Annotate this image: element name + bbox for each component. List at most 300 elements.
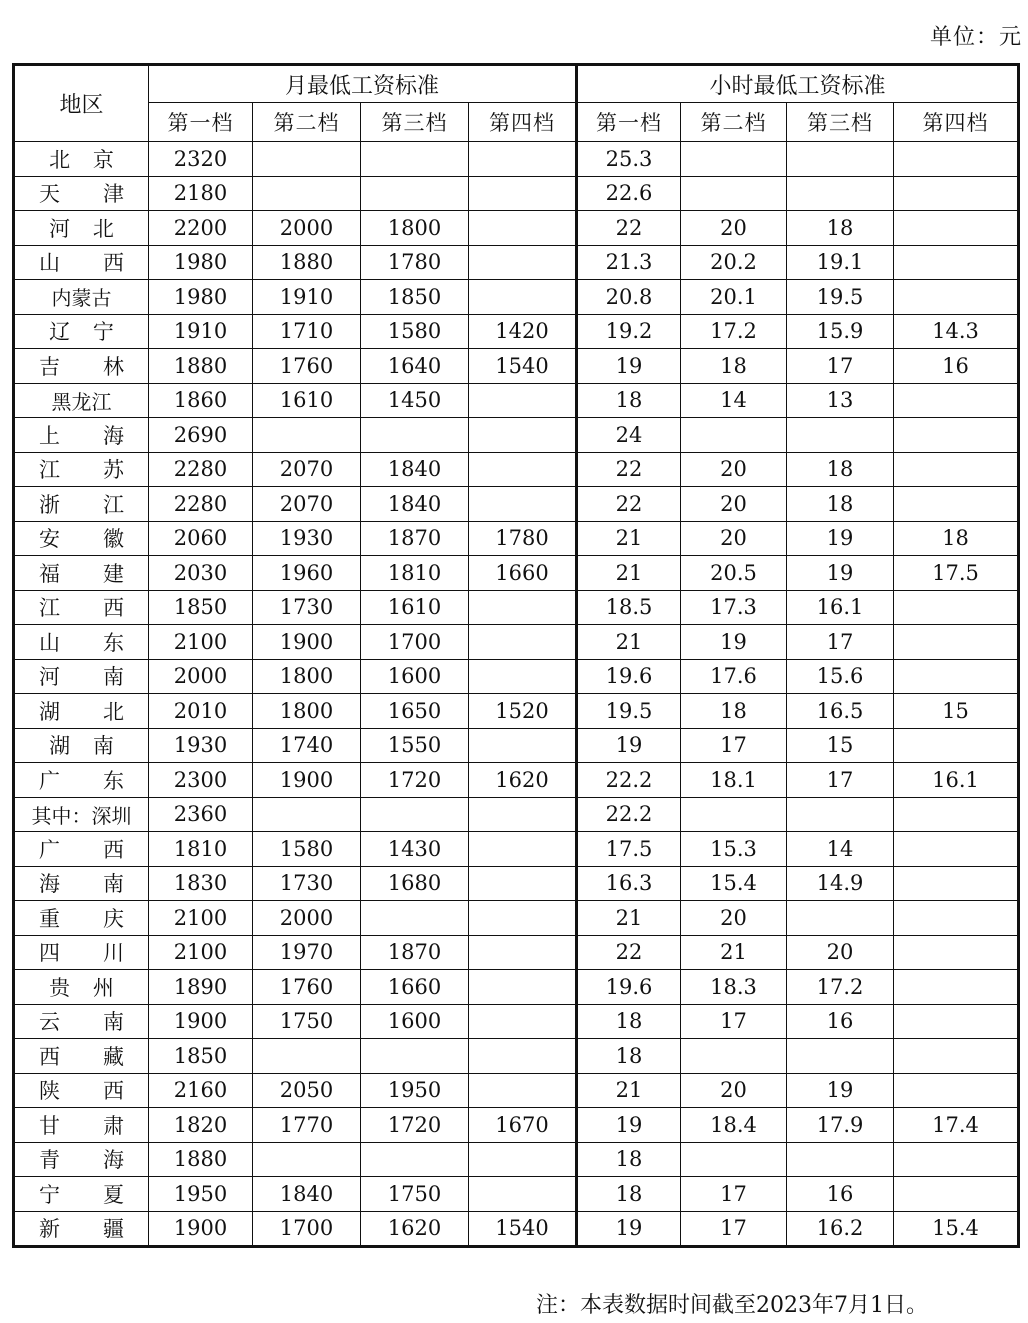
monthly-value-cell [469,625,577,660]
region-cell: 河 南 [14,659,149,694]
table-row [14,211,1019,246]
hourly-tier-4-header: 第四档 [894,103,1019,142]
table-row [14,349,1019,384]
monthly-value-cell: 1720 [361,1108,469,1143]
hourly-value-cell: 18 [577,1177,681,1212]
hourly-value-cell: 20 [681,901,787,936]
monthly-value-cell: 1620 [469,763,577,798]
region-cell: 四 川 [14,935,149,970]
table-row [14,866,1019,901]
monthly-value-cell: 1610 [253,383,361,418]
monthly-value-cell: 2100 [149,625,253,660]
hourly-value-cell: 17 [681,1177,787,1212]
hourly-value-cell: 18 [894,521,1019,556]
monthly-value-cell: 1900 [149,1211,253,1247]
monthly-value-cell: 1880 [253,245,361,280]
hourly-value-cell: 19 [787,1073,894,1108]
hourly-value-cell: 16.2 [787,1211,894,1247]
hourly-value-cell: 17 [681,1211,787,1247]
table-row [14,901,1019,936]
monthly-value-cell: 2000 [253,901,361,936]
hourly-value-cell: 18 [577,1142,681,1177]
monthly-value-cell: 2070 [253,452,361,487]
hourly-value-cell: 16 [787,1177,894,1212]
hourly-value-cell: 21 [577,901,681,936]
hourly-value-cell [894,452,1019,487]
table-row [14,1177,1019,1212]
table-row [14,935,1019,970]
hourly-value-cell: 14 [787,832,894,867]
hourly-value-cell: 22.2 [577,797,681,832]
hourly-value-cell: 14 [681,383,787,418]
monthly-value-cell [361,176,469,211]
region-cell: 西 藏 [14,1039,149,1074]
hourly-value-cell: 14.3 [894,314,1019,349]
region-cell: 辽 宁 [14,314,149,349]
monthly-value-cell [469,211,577,246]
region-cell: 广 东 [14,763,149,798]
hourly-value-cell: 17.3 [681,590,787,625]
hourly-value-cell: 18.4 [681,1108,787,1143]
monthly-value-cell: 1730 [253,866,361,901]
hourly-value-cell: 16 [894,349,1019,384]
monthly-value-cell [469,383,577,418]
hourly-value-cell: 19 [577,349,681,384]
hourly-value-cell: 17 [787,625,894,660]
hourly-value-cell [787,797,894,832]
monthly-value-cell [253,142,361,177]
region-cell: 云 南 [14,1004,149,1039]
monthly-value-cell [469,659,577,694]
hourly-value-cell: 20 [681,211,787,246]
region-cell: 湖 南 [14,728,149,763]
monthly-value-cell: 2280 [149,452,253,487]
region-cell: 黑龙江 [14,383,149,418]
monthly-value-cell: 1890 [149,970,253,1005]
table-row [14,1004,1019,1039]
hourly-tier-2-header: 第二档 [681,103,787,142]
hourly-value-cell: 20 [681,521,787,556]
hourly-value-cell [787,418,894,453]
monthly-value-cell [361,142,469,177]
monthly-value-cell: 2030 [149,556,253,591]
hourly-value-cell: 15.6 [787,659,894,694]
hourly-value-cell: 15.4 [681,866,787,901]
monthly-tier-4-header: 第四档 [469,103,577,142]
monthly-value-cell: 1760 [253,970,361,1005]
monthly-value-cell [469,452,577,487]
hourly-value-cell [894,1177,1019,1212]
hourly-value-cell: 14.9 [787,866,894,901]
hourly-value-cell: 18.1 [681,763,787,798]
monthly-value-cell: 1720 [361,763,469,798]
hourly-value-cell: 18 [577,383,681,418]
hourly-value-cell: 17.2 [787,970,894,1005]
hourly-value-cell: 19.1 [787,245,894,280]
unit-label: 单位：元 [929,25,1022,50]
hourly-value-cell: 19 [787,521,894,556]
monthly-value-cell: 2690 [149,418,253,453]
monthly-value-cell: 1870 [361,521,469,556]
monthly-value-cell: 1840 [361,487,469,522]
monthly-value-cell [469,901,577,936]
hourly-value-cell: 18 [681,349,787,384]
header-row-groups [14,65,1019,103]
hourly-value-cell [787,1142,894,1177]
monthly-value-cell: 2050 [253,1073,361,1108]
hourly-value-cell: 19.2 [577,314,681,349]
hourly-value-cell: 17.5 [577,832,681,867]
region-cell: 山 西 [14,245,149,280]
hourly-value-cell [894,935,1019,970]
hourly-value-cell [894,1073,1019,1108]
minimum-wage-table [12,63,1020,1248]
hourly-value-cell: 15.9 [787,314,894,349]
hourly-value-cell [681,142,787,177]
region-cell: 浙 江 [14,487,149,522]
monthly-value-cell: 1600 [361,659,469,694]
hourly-value-cell: 21.3 [577,245,681,280]
monthly-value-cell: 1830 [149,866,253,901]
hourly-tier-3-header: 第三档 [787,103,894,142]
hourly-value-cell: 19.6 [577,970,681,1005]
hourly-value-cell: 19 [577,728,681,763]
monthly-value-cell: 1900 [253,625,361,660]
monthly-value-cell: 1840 [253,1177,361,1212]
header-row-tiers [14,103,1019,142]
hourly-value-cell: 24 [577,418,681,453]
region-cell: 青 海 [14,1142,149,1177]
hourly-value-cell: 18 [787,487,894,522]
monthly-value-cell [361,418,469,453]
hourly-value-cell: 16.1 [894,763,1019,798]
monthly-value-cell: 1880 [149,1142,253,1177]
monthly-value-cell: 1700 [361,625,469,660]
hourly-value-cell: 17.6 [681,659,787,694]
monthly-value-cell [469,1142,577,1177]
hourly-value-cell: 16.1 [787,590,894,625]
monthly-value-cell: 1430 [361,832,469,867]
hourly-value-cell: 20 [681,1073,787,1108]
table-row [14,521,1019,556]
hourly-value-cell: 21 [577,521,681,556]
table-row [14,728,1019,763]
table-row [14,314,1019,349]
region-cell: 宁 夏 [14,1177,149,1212]
monthly-value-cell [469,1177,577,1212]
monthly-value-cell: 2200 [149,211,253,246]
hourly-value-cell [894,1142,1019,1177]
hourly-value-cell: 19.5 [577,694,681,729]
hourly-value-cell: 20 [681,487,787,522]
region-cell: 江 西 [14,590,149,625]
monthly-value-cell: 1540 [469,1211,577,1247]
monthly-value-cell: 1930 [149,728,253,763]
region-cell: 北 京 [14,142,149,177]
hourly-value-cell: 18 [577,1004,681,1039]
hourly-value-cell [787,142,894,177]
hourly-value-cell [894,625,1019,660]
monthly-value-cell [469,797,577,832]
monthly-value-cell [469,280,577,315]
monthly-value-cell: 1850 [149,1039,253,1074]
monthly-value-cell: 1660 [361,970,469,1005]
table-row [14,245,1019,280]
hourly-value-cell [894,728,1019,763]
monthly-group-header: 月最低工资标准 [149,65,577,103]
monthly-value-cell: 1930 [253,521,361,556]
hourly-value-cell: 20 [787,935,894,970]
monthly-value-cell: 1650 [361,694,469,729]
hourly-value-cell [894,1039,1019,1074]
monthly-value-cell: 2360 [149,797,253,832]
monthly-value-cell: 1800 [253,659,361,694]
monthly-value-cell: 1810 [149,832,253,867]
region-cell: 其中：深圳 [14,797,149,832]
monthly-value-cell: 2100 [149,901,253,936]
table-row [14,176,1019,211]
monthly-value-cell: 1980 [149,245,253,280]
hourly-value-cell [894,590,1019,625]
hourly-value-cell: 21 [577,625,681,660]
monthly-value-cell: 1680 [361,866,469,901]
hourly-value-cell: 18 [681,694,787,729]
hourly-value-cell: 16 [787,1004,894,1039]
monthly-value-cell: 1550 [361,728,469,763]
monthly-value-cell: 1870 [361,935,469,970]
table-row [14,1142,1019,1177]
hourly-value-cell: 17 [681,1004,787,1039]
hourly-value-cell: 17 [681,728,787,763]
footnote: 注：本表数据时间截至2023年7月1日。 [536,1293,928,1318]
hourly-value-cell [894,659,1019,694]
monthly-value-cell: 2280 [149,487,253,522]
monthly-value-cell: 1770 [253,1108,361,1143]
hourly-value-cell [787,901,894,936]
hourly-value-cell: 20.2 [681,245,787,280]
monthly-tier-1-header: 第一档 [149,103,253,142]
table-row [14,1108,1019,1143]
monthly-value-cell [469,970,577,1005]
monthly-value-cell: 2100 [149,935,253,970]
monthly-value-cell: 1700 [253,1211,361,1247]
hourly-value-cell: 22 [577,452,681,487]
monthly-value-cell: 1950 [361,1073,469,1108]
region-cell: 湖 北 [14,694,149,729]
hourly-value-cell [894,280,1019,315]
hourly-value-cell: 19 [577,1108,681,1143]
monthly-value-cell: 1580 [253,832,361,867]
monthly-value-cell: 1880 [149,349,253,384]
table-row [14,1211,1019,1247]
hourly-value-cell: 21 [577,556,681,591]
region-cell: 福 建 [14,556,149,591]
table-row [14,694,1019,729]
hourly-value-cell [894,797,1019,832]
hourly-value-cell [894,176,1019,211]
monthly-value-cell [469,176,577,211]
monthly-value-cell: 1780 [469,521,577,556]
monthly-value-cell: 1750 [361,1177,469,1212]
hourly-value-cell: 22.2 [577,763,681,798]
region-cell: 贵 州 [14,970,149,1005]
hourly-value-cell [681,176,787,211]
monthly-value-cell [469,487,577,522]
monthly-value-cell: 1810 [361,556,469,591]
monthly-value-cell [253,418,361,453]
hourly-value-cell: 25.3 [577,142,681,177]
hourly-value-cell: 17.2 [681,314,787,349]
monthly-value-cell: 1970 [253,935,361,970]
monthly-value-cell: 1660 [469,556,577,591]
monthly-value-cell: 1800 [253,694,361,729]
table-row [14,1039,1019,1074]
monthly-value-cell: 2160 [149,1073,253,1108]
monthly-value-cell: 1850 [361,280,469,315]
hourly-value-cell: 20.1 [681,280,787,315]
hourly-value-cell [787,1039,894,1074]
table-row [14,452,1019,487]
monthly-value-cell: 1540 [469,349,577,384]
monthly-value-cell [469,1004,577,1039]
monthly-value-cell: 2320 [149,142,253,177]
monthly-value-cell: 1980 [149,280,253,315]
table-body [14,142,1019,1247]
region-cell: 甘 肃 [14,1108,149,1143]
hourly-value-cell: 15.4 [894,1211,1019,1247]
hourly-value-cell: 19 [681,625,787,660]
hourly-value-cell: 18 [787,211,894,246]
hourly-value-cell: 20.5 [681,556,787,591]
region-cell: 江 苏 [14,452,149,487]
hourly-value-cell [894,245,1019,280]
hourly-value-cell: 21 [681,935,787,970]
hourly-group-header: 小时最低工资标准 [577,65,1019,103]
monthly-tier-2-header: 第二档 [253,103,361,142]
region-cell: 内蒙古 [14,280,149,315]
region-cell: 广 西 [14,832,149,867]
monthly-value-cell: 2180 [149,176,253,211]
monthly-tier-3-header: 第三档 [361,103,469,142]
monthly-value-cell: 1950 [149,1177,253,1212]
region-cell: 吉 林 [14,349,149,384]
monthly-value-cell [253,176,361,211]
monthly-value-cell: 1960 [253,556,361,591]
monthly-value-cell: 1610 [361,590,469,625]
hourly-value-cell: 16.3 [577,866,681,901]
region-header: 地区 [14,65,149,142]
monthly-value-cell: 1860 [149,383,253,418]
hourly-value-cell: 18 [787,452,894,487]
hourly-value-cell: 15 [787,728,894,763]
region-cell: 陕 西 [14,1073,149,1108]
hourly-value-cell: 13 [787,383,894,418]
hourly-value-cell [894,901,1019,936]
hourly-value-cell: 19.5 [787,280,894,315]
hourly-value-cell: 17 [787,349,894,384]
table-row [14,590,1019,625]
monthly-value-cell: 1750 [253,1004,361,1039]
table-row [14,142,1019,177]
monthly-value-cell: 1900 [149,1004,253,1039]
monthly-value-cell [469,418,577,453]
monthly-value-cell [469,832,577,867]
table-row [14,280,1019,315]
hourly-value-cell [894,970,1019,1005]
table-row [14,556,1019,591]
table-row [14,659,1019,694]
monthly-value-cell: 1420 [469,314,577,349]
monthly-value-cell: 2010 [149,694,253,729]
monthly-value-cell [469,245,577,280]
hourly-value-cell: 16.5 [787,694,894,729]
hourly-value-cell [681,418,787,453]
monthly-value-cell [469,866,577,901]
monthly-value-cell: 1820 [149,1108,253,1143]
hourly-value-cell: 19 [577,1211,681,1247]
hourly-value-cell: 19.6 [577,659,681,694]
hourly-value-cell: 18.3 [681,970,787,1005]
hourly-value-cell: 22 [577,935,681,970]
region-cell: 河 北 [14,211,149,246]
hourly-value-cell: 21 [577,1073,681,1108]
monthly-value-cell: 1850 [149,590,253,625]
hourly-value-cell [787,176,894,211]
table-row [14,625,1019,660]
monthly-value-cell: 1620 [361,1211,469,1247]
monthly-value-cell: 1520 [469,694,577,729]
hourly-value-cell [894,487,1019,522]
monthly-value-cell [361,1039,469,1074]
monthly-value-cell [253,1142,361,1177]
table-row [14,970,1019,1005]
monthly-value-cell: 1640 [361,349,469,384]
table-row [14,832,1019,867]
hourly-value-cell [681,1142,787,1177]
monthly-value-cell: 2000 [149,659,253,694]
table-row [14,797,1019,832]
hourly-value-cell [894,383,1019,418]
hourly-value-cell: 17 [787,763,894,798]
monthly-value-cell [361,1142,469,1177]
monthly-value-cell: 1910 [253,280,361,315]
monthly-value-cell: 1910 [149,314,253,349]
table-row [14,487,1019,522]
monthly-value-cell: 1740 [253,728,361,763]
hourly-value-cell: 18.5 [577,590,681,625]
hourly-value-cell: 17.9 [787,1108,894,1143]
hourly-value-cell [894,866,1019,901]
table-row [14,418,1019,453]
table-row [14,383,1019,418]
hourly-value-cell: 20 [681,452,787,487]
hourly-value-cell [894,142,1019,177]
hourly-value-cell: 19 [787,556,894,591]
region-cell: 安 徽 [14,521,149,556]
hourly-value-cell: 15.3 [681,832,787,867]
hourly-value-cell: 22 [577,211,681,246]
monthly-value-cell: 2300 [149,763,253,798]
monthly-value-cell: 1900 [253,763,361,798]
hourly-value-cell: 17.5 [894,556,1019,591]
region-cell: 上 海 [14,418,149,453]
region-cell: 海 南 [14,866,149,901]
hourly-value-cell: 17.4 [894,1108,1019,1143]
monthly-value-cell [469,590,577,625]
hourly-value-cell [681,797,787,832]
hourly-value-cell [681,1039,787,1074]
region-cell: 重 庆 [14,901,149,936]
